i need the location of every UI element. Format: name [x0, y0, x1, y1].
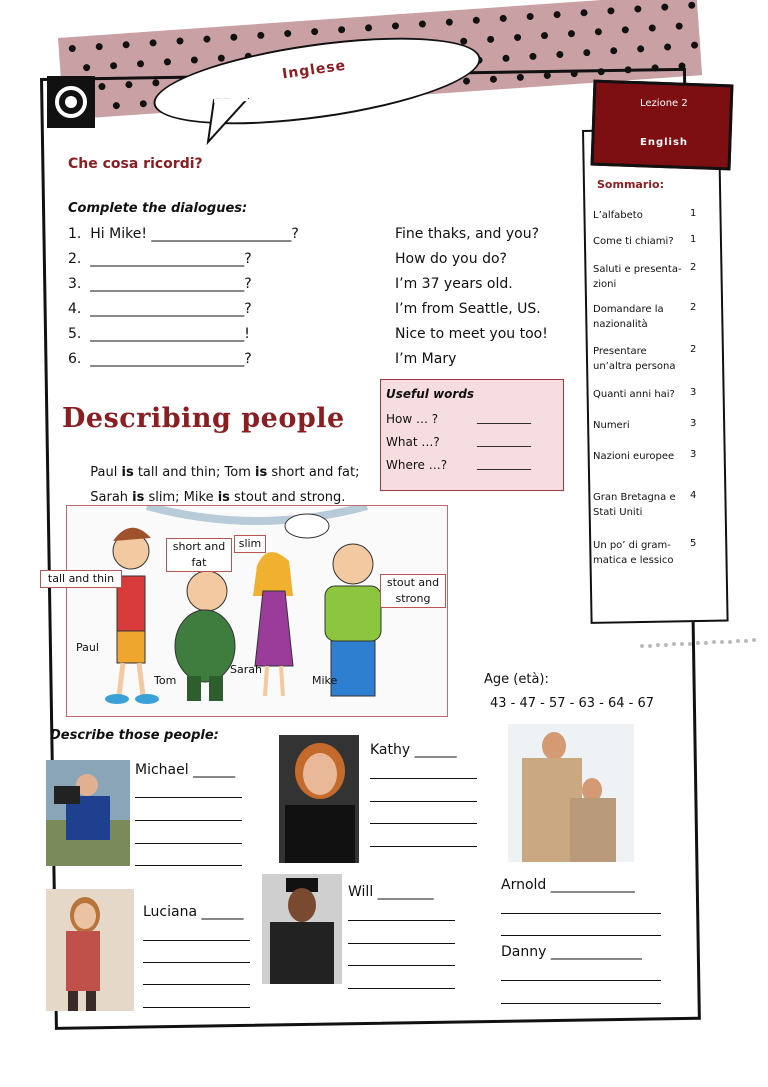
useful-word-blank: _________ — [477, 410, 531, 424]
banner-dot — [365, 24, 372, 31]
arnold-label: Arnold ____________ — [501, 877, 635, 893]
danny-label: Danny _____________ — [501, 944, 642, 960]
summary-item: Come ti chiami? — [593, 236, 674, 247]
photo-michael — [46, 760, 130, 866]
dialogue-subtitle: Complete the dialogues: — [68, 201, 248, 216]
banner-dot — [149, 39, 156, 46]
banner-dot — [514, 34, 521, 41]
dialogue-reply: How do you do? — [395, 251, 507, 267]
dialogue-reply: I’m from Seattle, US. — [395, 301, 541, 317]
summary-page: 4 — [690, 490, 697, 501]
answer-line[interactable] — [501, 935, 661, 936]
dialogue-reply: Nice to meet you too! — [395, 326, 548, 342]
photo-kathy — [279, 735, 359, 863]
summary-item: Gran Bretagna e Stati Uniti — [593, 492, 676, 518]
banner-dot — [553, 11, 560, 18]
banner-dot — [83, 64, 90, 71]
banner-dot — [487, 36, 494, 43]
answer-line[interactable] — [143, 940, 250, 941]
banner-dot — [191, 56, 198, 63]
answer-line[interactable] — [501, 1003, 661, 1004]
banner-dot — [446, 18, 453, 25]
bubble-tail — [200, 98, 260, 148]
summary-item: Nazioni europee — [593, 451, 675, 462]
useful-word-blank: _________ — [477, 433, 531, 447]
banner-dot — [69, 45, 76, 52]
dialogue-blank: 4. ______________________? — [68, 301, 252, 317]
summary-item: L’alfabeto — [593, 210, 643, 221]
banner-dot — [595, 28, 602, 35]
describe-sentence-1: Paul is tall and thin; Tom is short and fat; — [90, 465, 360, 480]
summary-page: 2 — [690, 302, 697, 313]
banner-dot — [137, 60, 144, 67]
banner-dot — [526, 13, 533, 20]
banner-dot — [419, 20, 426, 27]
trail-dot — [744, 639, 748, 643]
summary-page: 1 — [690, 208, 697, 219]
useful-word: Where …? — [386, 458, 448, 472]
answer-line[interactable] — [143, 984, 250, 985]
banner-dot — [529, 53, 536, 60]
banner-dot — [257, 32, 264, 39]
michael-label: Michael ______ — [135, 762, 236, 778]
dialogue-blank: 1. Hi Mike! ____________________? — [68, 226, 299, 242]
summary-page: 3 — [690, 387, 697, 398]
lesson-box — [591, 80, 734, 171]
label-slim: slim — [234, 535, 266, 553]
answer-line[interactable] — [135, 797, 242, 798]
bubble-title: Inglese — [281, 57, 348, 83]
answer-line[interactable] — [501, 913, 661, 914]
label-short-fat: short and fat — [166, 538, 232, 572]
banner-dot — [164, 58, 171, 65]
trail-dot — [736, 639, 740, 643]
trail-dot — [648, 644, 652, 648]
dialogue-reply: I’m 37 years old. — [395, 276, 513, 292]
trail-dot — [640, 644, 644, 648]
banner-dot — [122, 41, 129, 48]
label-stout-strong: stout and strong — [380, 574, 446, 608]
banner-dot — [661, 3, 668, 10]
name-tom: Tom — [154, 674, 177, 687]
banner-dot — [637, 45, 644, 52]
trail-dot — [680, 642, 684, 646]
useful-words-box — [380, 379, 564, 491]
summary-page: 3 — [690, 449, 697, 460]
answer-line[interactable] — [135, 843, 242, 844]
answer-line[interactable] — [135, 820, 242, 821]
section-title-recall: Che cosa ricordi? — [68, 156, 203, 172]
trail-dot — [664, 643, 668, 647]
summary-page: 2 — [690, 344, 697, 355]
name-mike: Mike — [312, 674, 338, 687]
answer-line[interactable] — [348, 920, 455, 921]
banner-dot — [675, 22, 682, 29]
dialogue-blank: 5. ______________________! — [68, 326, 250, 342]
luciana-label: Luciana ______ — [143, 904, 244, 920]
summary-page: 3 — [690, 418, 697, 429]
banner-dot — [634, 5, 641, 12]
banner-dot — [691, 41, 698, 48]
will-label: Will ________ — [348, 884, 434, 900]
trail-dot — [712, 640, 716, 644]
dialogue-blank: 6. ______________________? — [68, 351, 252, 367]
answer-line[interactable] — [370, 823, 477, 824]
trail-dot — [752, 638, 756, 642]
banner-dot — [502, 55, 509, 62]
useful-word-blank: _________ — [477, 456, 531, 470]
banner-dot — [284, 30, 291, 37]
answer-line[interactable] — [135, 865, 242, 866]
banner-dot — [338, 26, 345, 33]
age-values: 43 - 47 - 57 - 63 - 64 - 67 — [490, 696, 655, 711]
describe-title: Describe those people: — [50, 728, 219, 743]
summary-page: 5 — [690, 538, 697, 549]
banner-dot — [568, 30, 575, 37]
banner-dot — [622, 26, 629, 33]
answer-line[interactable] — [370, 778, 477, 779]
summary-item: Numeri — [593, 420, 630, 431]
photo-luciana — [46, 889, 134, 1011]
summary-item: Saluti e presenta-zioni — [593, 264, 682, 290]
summary-page: 2 — [690, 262, 697, 273]
name-sarah: Sarah — [230, 663, 262, 676]
answer-line[interactable] — [348, 943, 455, 944]
banner-dot — [541, 32, 548, 39]
answer-line[interactable] — [143, 1007, 250, 1008]
banner-dot — [499, 15, 506, 22]
banner-dot — [556, 51, 563, 58]
summary-item: Domandare la nazionalità — [593, 304, 664, 330]
banner-dot — [473, 17, 480, 24]
trail-dot — [720, 640, 724, 644]
useful-word: How … ? — [386, 412, 439, 426]
answer-line[interactable] — [143, 962, 250, 963]
dialogue-reply: I’m Mary — [395, 351, 457, 367]
banner-dot — [583, 49, 590, 56]
photo-will — [262, 874, 342, 984]
trail-dot — [696, 641, 700, 645]
answer-line[interactable] — [370, 801, 477, 802]
useful-word: What …? — [386, 435, 440, 449]
summary-item: Un po’ di gram-matica e lessico — [593, 540, 674, 566]
name-paul: Paul — [76, 641, 99, 654]
describe-sentence-2: Sarah is slim; Mike is stout and strong. — [90, 490, 346, 505]
banner-dot — [649, 24, 656, 31]
answer-line[interactable] — [501, 980, 661, 981]
summary-title: Sommario: — [597, 178, 664, 191]
banner-dot — [230, 33, 237, 40]
banner-dot — [392, 22, 399, 29]
trail-dot — [704, 641, 708, 645]
banner-dot — [607, 7, 614, 14]
answer-line[interactable] — [370, 846, 477, 847]
label-tall-thin: tall and thin — [40, 570, 122, 588]
banner-dot — [311, 28, 318, 35]
trail-dot — [728, 640, 732, 644]
useful-words-title: Useful words — [386, 387, 475, 401]
banner-dot — [110, 62, 117, 69]
lesson-language: English — [640, 137, 689, 148]
banner-dot — [610, 47, 617, 54]
summary-page: 1 — [690, 234, 697, 245]
lesson-number: Lezione 2 — [640, 98, 688, 109]
dialogue-reply: Fine thaks, and you? — [395, 226, 540, 242]
banner-dot — [580, 9, 587, 16]
photo-arnold-danny — [508, 724, 634, 862]
banner-dot — [688, 1, 695, 8]
summary-item: Quanti anni hai? — [593, 389, 675, 400]
banner-dot — [664, 43, 671, 50]
describing-people-title: Describing people — [62, 403, 345, 434]
dialogue-blank: 2. ______________________? — [68, 251, 252, 267]
answer-line[interactable] — [348, 988, 455, 989]
banner-dot — [218, 54, 225, 61]
age-label: Age (età): — [484, 672, 549, 687]
banner-dot — [95, 43, 102, 50]
trail-dot — [688, 642, 692, 646]
answer-line[interactable] — [348, 965, 455, 966]
banner-dot — [203, 35, 210, 42]
summary-item: Presentare un’altra persona — [593, 346, 676, 372]
banner-dot — [176, 37, 183, 44]
kathy-label: Kathy ______ — [370, 742, 457, 758]
dialogue-blank: 3. ______________________? — [68, 276, 252, 292]
